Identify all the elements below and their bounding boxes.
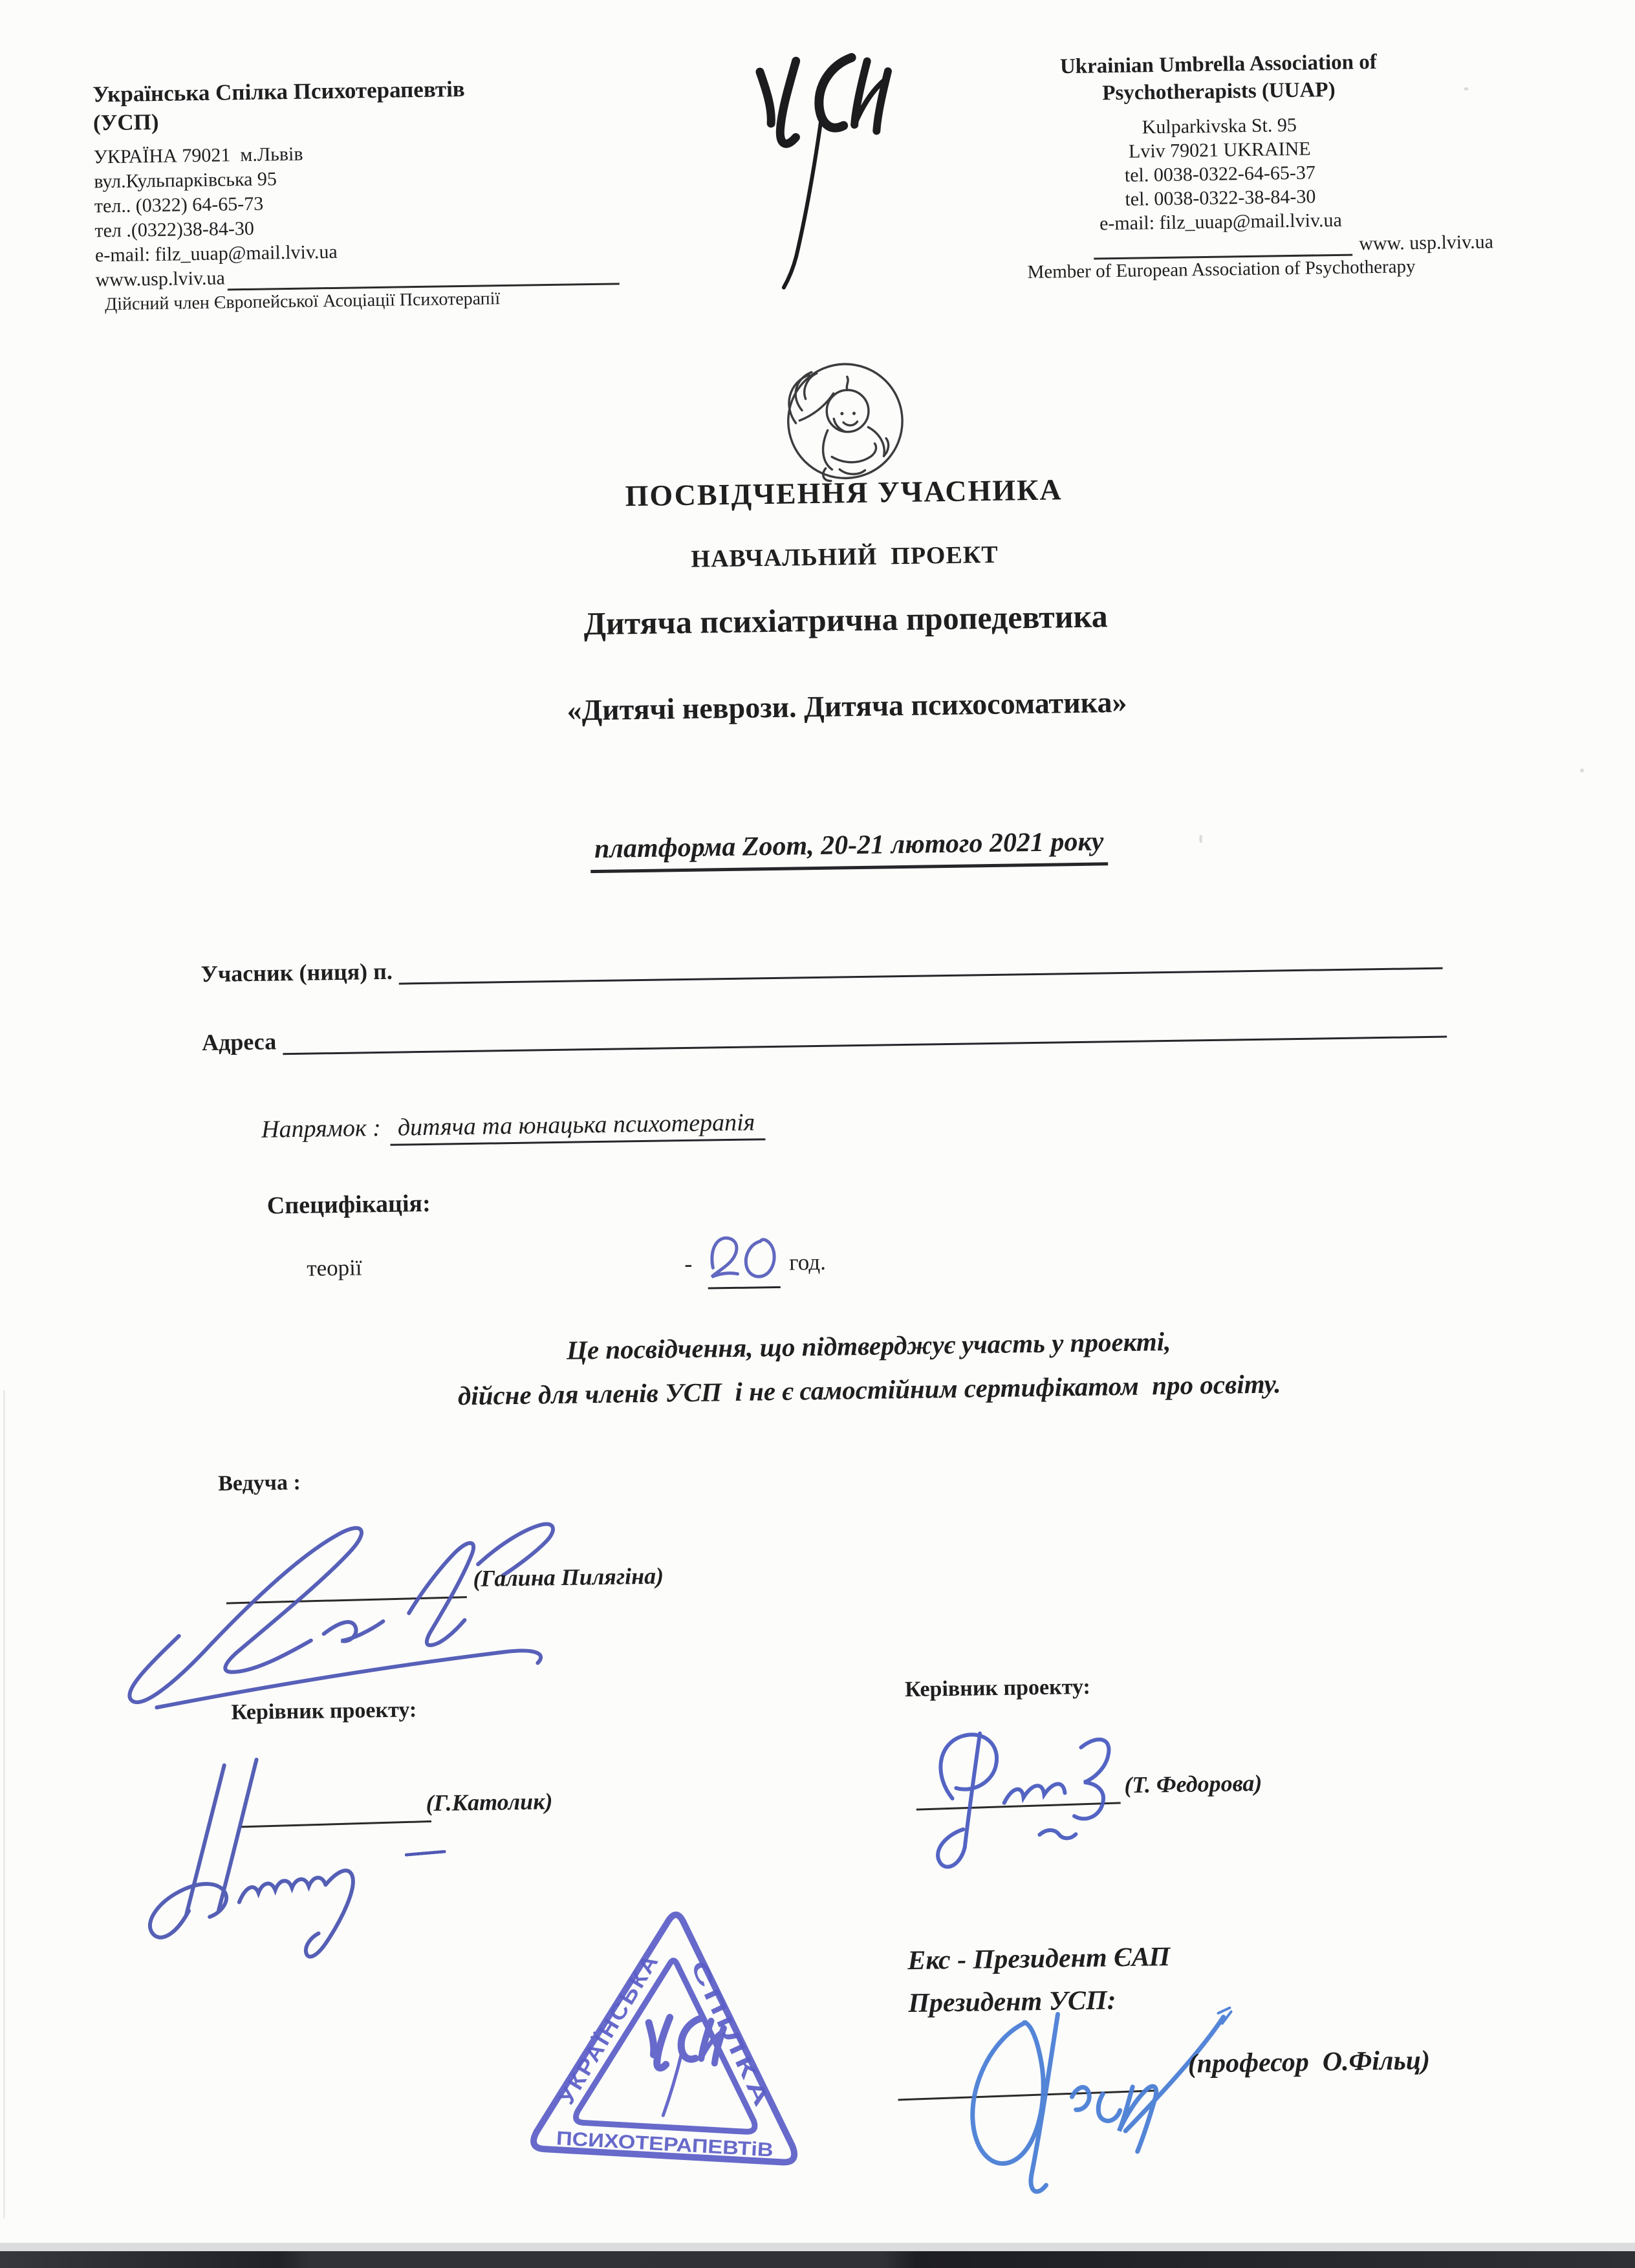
platform-date-text: платформа Zoom, 20-21 лютого 2021 року	[590, 826, 1108, 873]
scan-edge-left	[3, 1390, 5, 2218]
address-row	[202, 1009, 1447, 1057]
org-tel-1: тел.. (0322) 64-65-73	[94, 193, 264, 217]
address-blank-line	[283, 1009, 1447, 1055]
president-signature	[929, 1987, 1243, 2211]
theory-label: теорії	[307, 1255, 362, 1281]
direction-label: Напрямок :	[261, 1114, 382, 1143]
manager-left-name: (Г.Католик)	[426, 1788, 553, 1817]
manager-right-name: (Т. Федорова)	[1123, 1769, 1262, 1798]
manager-right-signature	[911, 1717, 1147, 1879]
specification-label: Специфікація:	[266, 1189, 431, 1220]
org-membership-note: Дійсний член Європейської Асоціації Психотерапії	[104, 288, 501, 315]
scan-speck	[1200, 835, 1202, 843]
handwritten-hours-value	[700, 1227, 785, 1285]
org-tel-1-en: tel. 0038-0322-64-65-37	[1124, 162, 1316, 186]
host-name: (Галина Пилягіна)	[473, 1562, 664, 1592]
hours-underline	[708, 1286, 781, 1290]
stamp-text-bottom: ПСИХОТЕРАПЕВТіВ	[556, 2128, 772, 2161]
project-name-title: Дитяча психіатрична пропедевтика	[583, 598, 1108, 642]
manager-left-label: Керівник проекту:	[231, 1698, 417, 1725]
direction-value: дитяча та юнацька психотерапія	[390, 1108, 766, 1146]
org-tel-2-en: tel. 0038-0322-38-84-30	[1125, 186, 1316, 210]
usp-monogram-icon	[737, 40, 896, 301]
org-email-en: e-mail: filz_uuap@mail.lviv.ua	[1099, 209, 1343, 235]
participant-blank-line	[399, 940, 1443, 985]
stamp-text-right: СПІЛКА	[686, 1957, 771, 2104]
usp-triangle-stamp	[513, 1894, 826, 2198]
president-title-line2: Президент УСП:	[907, 1985, 1116, 2019]
org-name-en-line1: Ukrainian Umbrella Association of	[1059, 50, 1378, 79]
org-website-en: www. usp.lviv.ua	[1358, 231, 1494, 255]
manager-right-label: Керівник проекту:	[904, 1674, 1091, 1702]
scan-edge-bottom	[0, 2251, 1635, 2268]
statement-line-2: дійсне для членів УСП і не є самостійним сертифікатом про освіту.	[457, 1368, 1281, 1411]
org-street: вул.Кульпарківська 95	[94, 168, 277, 193]
org-email: e-mail: filz_uuap@mail.lviv.ua	[94, 241, 338, 266]
header-left-block	[92, 72, 620, 317]
module-title: «Дитячі неврози. Дитяча психосоматика»	[567, 685, 1127, 727]
org-address: УКРАЇНА 79021 м.Львів	[93, 143, 303, 168]
org-membership-note-en: Member of European Association of Psychotherapy	[1027, 256, 1416, 283]
president-name: (професор О.Фільц)	[1187, 2046, 1431, 2079]
org-name-line1: Українська Спілка Психотерапевтів	[92, 76, 465, 107]
org-name-en	[946, 47, 1491, 109]
participant-row	[200, 940, 1442, 988]
org-street-en: Kulparkivska St. 95	[1142, 114, 1297, 138]
certificate-title: ПОСВІДЧЕННЯ УЧАСНИКА	[625, 473, 1063, 513]
org-name-ua	[92, 72, 617, 137]
org-abbr: (УСП)	[92, 109, 159, 136]
participant-label: Учасник (ниця) п.	[200, 958, 393, 988]
president-title-line1: Екс - Президент ЄАП	[907, 1942, 1171, 1976]
hours-dash: -	[684, 1250, 693, 1277]
host-signature	[115, 1506, 700, 1714]
scan-speck	[1580, 768, 1584, 772]
org-tel-2: тел .(0322)38-84-30	[94, 217, 255, 242]
address-label: Адреса	[201, 1028, 277, 1056]
org-city-en: Lviv 79021 UKRAINE	[1128, 138, 1311, 162]
cherub-emblem-icon	[779, 356, 908, 484]
statement-line-1: Це посвідчення, що підтверджує участь у проекті,	[566, 1326, 1171, 1365]
hours-unit: год.	[788, 1249, 827, 1275]
svg-text:СПІЛКА	[678, 1956, 784, 2115]
host-label: Ведуча :	[217, 1470, 301, 1496]
stamp-text-left: УКРАЇНСЬКА	[554, 1950, 664, 2109]
header-right-block	[946, 47, 1494, 285]
direction-row	[261, 1108, 766, 1144]
platform-date-row	[0, 818, 1630, 881]
project-type-title: НАВЧАЛЬНИЙ ПРОЕКТ	[691, 541, 999, 573]
org-name-en-line2: Psychotherapists (UUAP)	[1102, 78, 1336, 105]
org-website: www.usp.lviv.ua	[95, 267, 226, 291]
